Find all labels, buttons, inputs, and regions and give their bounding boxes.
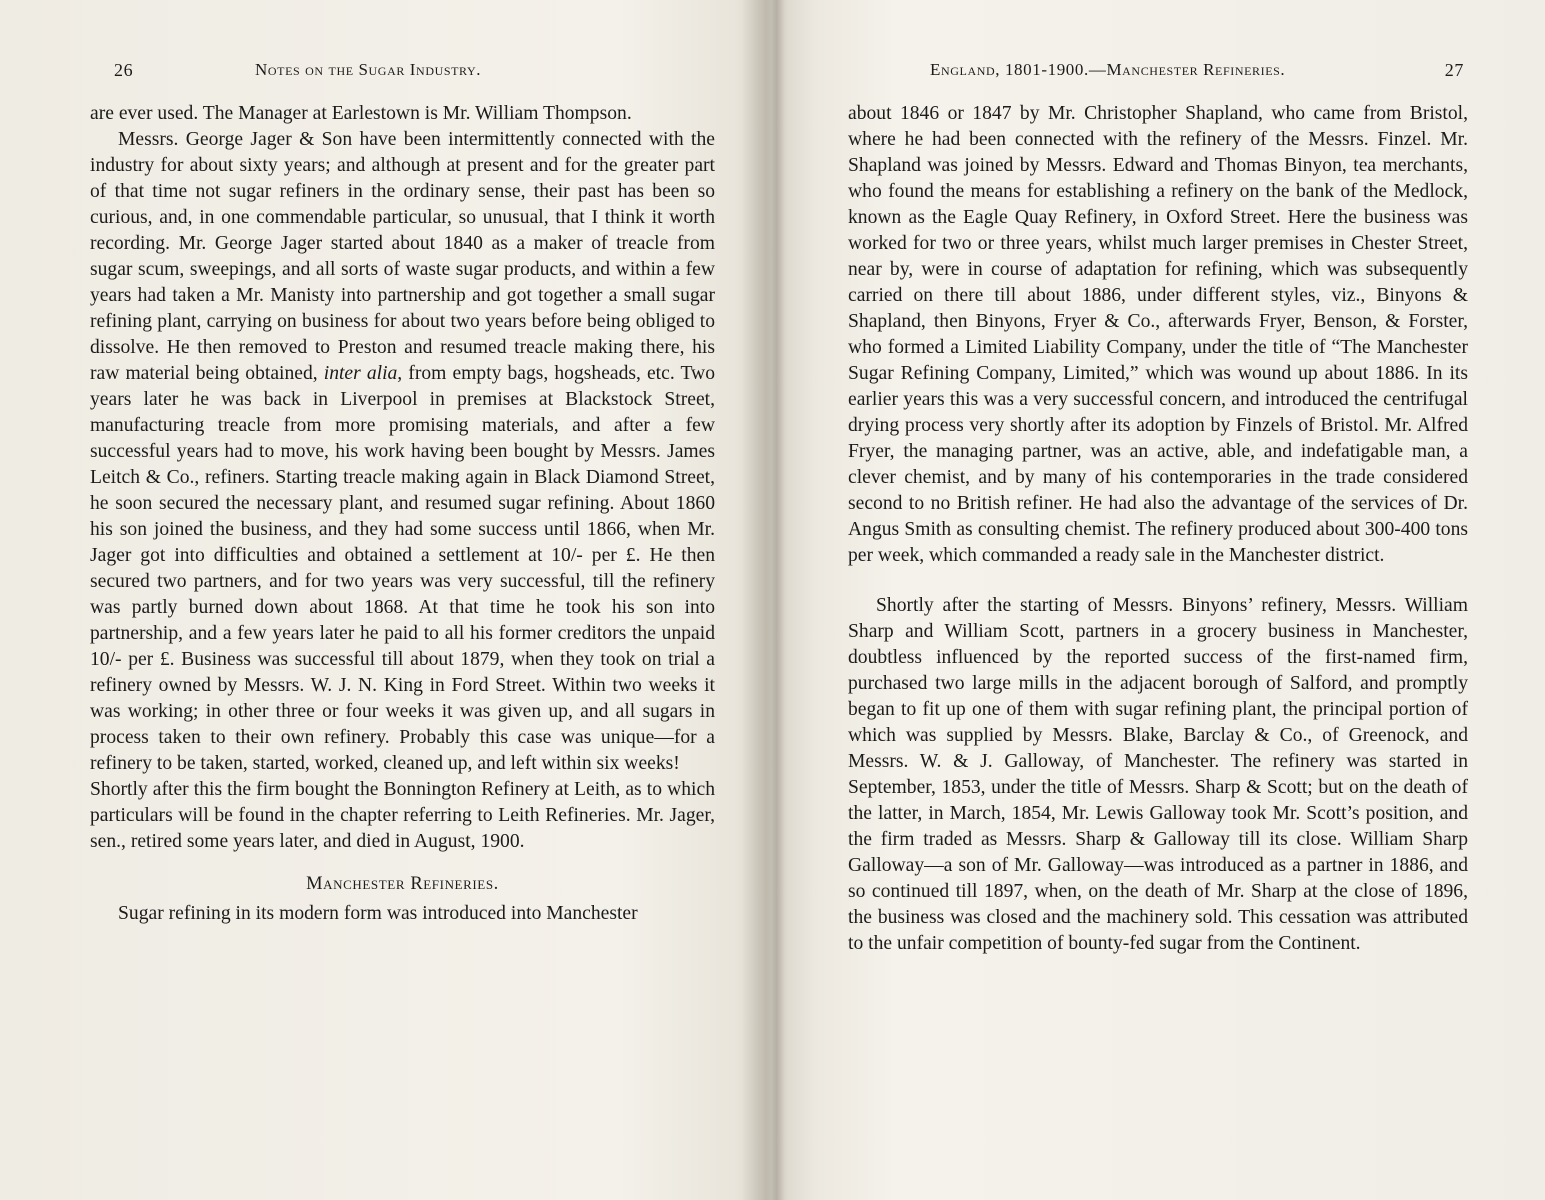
right-page-text bbox=[848, 101, 1468, 957]
closing-line: Sugar refining in its modern form was introduced into Manchester bbox=[118, 903, 638, 924]
paragraph-2 bbox=[90, 127, 715, 777]
italic-phrase: inter alia, bbox=[323, 363, 403, 384]
paragraph-1: are ever used. The Manager at Earlestown is Mr. William Thompson. bbox=[90, 103, 632, 124]
left-running-title: Notes on the Sugar Industry. bbox=[255, 60, 482, 79]
section-heading: Manchester Refineries. bbox=[306, 874, 499, 894]
left-page-text bbox=[90, 101, 715, 927]
right-running-head bbox=[848, 60, 1468, 84]
left-page-number: 26 bbox=[114, 60, 134, 80]
left-page bbox=[90, 0, 715, 1200]
paragraph-2-part-b: from empty bags, hogsheads, etc. Two years later he was back in Liverpool in premises at Blackstock Street, manufacturing treacle from more promising materials, and after a few successful years had to move, his work having been bought by Messrs. James Leitch & Co., refiners. Starting treacle making again in Black Diamond Street, he soon secured the necessary plant, and resumed sugar refining. About 1860 his son joined the business, and they had some success until 1866, when Mr. Jager got into difficulties and obtained a settlement at 10/- per £. He then secured two partners, and for two years was very successful, till the refinery was partly burned down about 1868. At that time he took his son into partnership, and a few years later he paid to all his former creditors the unpaid 10/- per £. Business was successful till about 1879, when they took on trial a refinery owned by Messrs. W. J. N. King in Ford Street. Within two weeks it was working; in other three or four weeks it was given up, and all sugars in process taken to their own refinery. Probably this case was unique—for a refinery to be taken, started, worked, cleaned up, and left within six weeks! bbox=[90, 363, 715, 774]
right-paragraph-2: Shortly after the starting of Messrs. Binyons’ refinery, Messrs. William Sharp and William Scott, partners in a grocery business in Manchester, doubtless influenced by the reported success of the first-named firm, purchased two large mills in the adjacent borough of Salford, and promptly began to fit up one of them with sugar refining plant, the principal portion of which was supplied by Messrs. Blake, Barclay & Co., of Greenock, and Messrs. W. & J. Galloway, of Manchester. The refinery was started in September, 1853, under the title of Messrs. Sharp & Scott; but on the death of the latter, in March, 1854, Mr. Lewis Galloway took Mr. Scott’s position, and the firm traded as Messrs. Sharp & Galloway till its close. William Sharp Galloway—a son of Mr. Galloway—was introduced as a partner in 1886, and so continued till 1897, when, on the death of Mr. Sharp at the close of 1896, the business was closed and the machinery sold. This cessation was attributed to the unfair competition of bounty-fed sugar from the Continent. bbox=[848, 595, 1468, 954]
paragraph-2-part-a: Messrs. George Jager & Son have been intermittently connected with the industry for about sixty years; and although at present and for the greater part of that time not sugar refiners in the ordinary sense, their past has been so curious, and, in one commendable particular, so unusual, that I think it worth recording. Mr. George Jager started about 1840 as a maker of treacle from sugar scum, sweepings, and all sorts of waste sugar products, and within a few years had taken a Mr. Manisty into partnership and got together a small sugar refining plant, carrying on business for about two years before being obliged to dissolve. He then removed to Preston and resumed treacle making there, his raw material being obtained, bbox=[90, 129, 715, 384]
right-page-number: 27 bbox=[1444, 60, 1464, 80]
right-paragraph-1: about 1846 or 1847 by Mr. Christopher Shapland, who came from Bristol, where he had been connected with the refinery of the Messrs. Finzel. Mr. Shapland was joined by Messrs. Edward and Thomas Binyon, tea merchants, who found the means for establishing a refinery on the bank of the Medlock, known as the Eagle Quay Refinery, in Oxford Street. Here the business was worked for two or three years, whilst much larger premises in Chester Street, near by, were in course of adaptation for refining, which was subsequently carried on there till about 1886, under different styles, viz., Binyons & Shapland, then Binyons, Fryer & Co., afterwards Fryer, Benson, & Forster, who formed a Limited Liability Company, under the title of “The Manchester Sugar Refining Company, Limited,” which was wound up about 1886. In its earlier years this was a very successful concern, and introduced the centrifugal drying process very shortly after its adoption by Finzels of Bristol. Mr. Alfred Fryer, the managing partner, was an active, able, and indefatigable man, a clever chemist, and by many of his contemporaries in the trade considered second to no British refiner. He had also the advantage of the services of Dr. Angus Smith as consulting chemist. The refinery produced about 300-400 tons per week, which commanded a ready sale in the Manchester district. bbox=[848, 103, 1468, 566]
paragraph-3: Shortly after this the firm bought the Bonnington Refinery at Leith, as to which particulars will be found in the chapter referring to Leith Refineries. Mr. Jager, sen., retired some years later, and died in August, 1900. bbox=[90, 779, 715, 852]
left-running-head bbox=[90, 60, 715, 84]
right-page bbox=[848, 0, 1468, 1200]
right-running-title: England, 1801-1900.—Manchester Refineries. bbox=[930, 60, 1286, 79]
book-gutter bbox=[735, 0, 815, 1200]
